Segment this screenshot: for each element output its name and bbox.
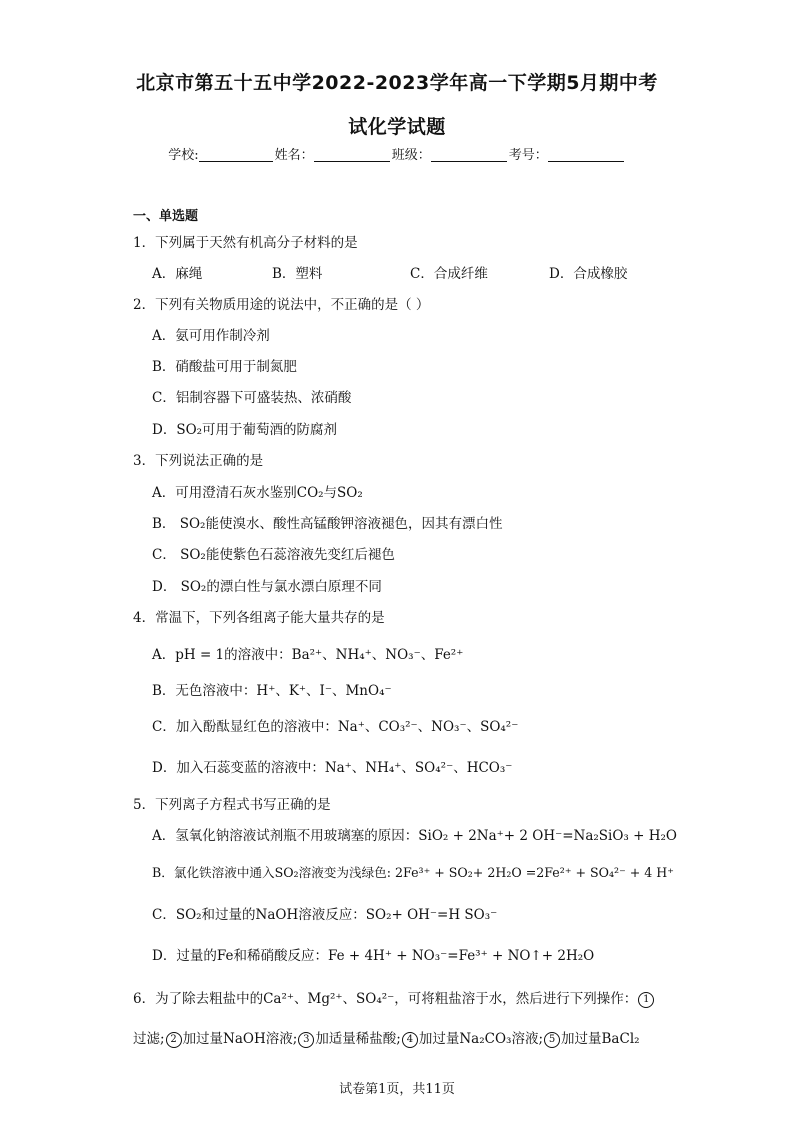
step-3-text: 加适量稀盐酸; [315, 1031, 401, 1047]
question-1-stem: 1．下列属于天然有机高分子材料的是 [133, 235, 358, 251]
question-5-option-c[interactable]: C．SO₂和过量的NaOH溶液反应：SO₂+ OH⁻=H SO₃⁻ [152, 907, 498, 923]
question-3-option-d[interactable]: D． SO₂的漂白性与氯水漂白原理不同 [152, 579, 382, 595]
question-6-stem-text: 6．为了除去粗盐中的Ca²⁺、Mg²⁺、SO₄²⁻，可将粗盐溶于水，然后进行下列操作： [133, 991, 638, 1007]
question-2-option-b[interactable]: B．硝酸盐可用于制氮肥 [152, 359, 297, 375]
question-2-option-d[interactable]: D．SO₂可用于葡萄酒的防腐剂 [152, 422, 338, 438]
name-label: 姓名： [274, 148, 314, 163]
section-title: 一、单选题 [133, 209, 199, 224]
student-info-row [0, 144, 794, 163]
question-5-option-d[interactable]: D．过量的Fe和稀硝酸反应：Fe + 4H⁺ + NO₃⁻=Fe³⁺ + NO↑+ 2H₂O [152, 948, 595, 964]
step-4-text: 加过量Na₂CO₃溶液; [418, 1031, 544, 1047]
question-6-stem-line2 [133, 1030, 640, 1048]
question-2-option-c[interactable]: C．铝制容器下可盛装热、浓硝酸 [152, 390, 352, 406]
step-5-text: 加过量BaCl₂ [561, 1031, 640, 1047]
class-label: 班级： [391, 148, 431, 163]
step-4-marker: 4 [402, 1032, 418, 1048]
question-1-option-c[interactable]: C．合成纤维 [410, 266, 488, 282]
question-4-option-b[interactable]: B．无色溶液中：H⁺、K⁺、I⁻、MnO₄⁻ [152, 683, 392, 699]
step-1-marker: 1 [638, 992, 654, 1008]
question-5-option-b[interactable]: B．氯化铁溶液中通入SO₂溶液变为浅绿色: 2Fe³⁺ + SO₂+ 2H₂O =2Fe²⁺ + SO₄²⁻ + 4 H⁺ [152, 865, 674, 880]
step-2-marker: 2 [166, 1032, 182, 1048]
question-6-stem-line1 [133, 990, 655, 1008]
page-footer: 试卷第1页，共11页 [339, 1082, 455, 1097]
question-3-option-c[interactable]: C． SO₂能使紫色石蕊溶液先变红后褪色 [152, 547, 395, 563]
question-4-option-a[interactable]: A．pH = 1的溶液中：Ba²⁺、NH₄⁺、NO₃⁻、Fe²⁺ [152, 647, 464, 663]
question-1-option-b[interactable]: B．塑料 [272, 266, 323, 282]
question-2-stem: 2．下列有关物质用途的说法中，不正确的是（ ） [133, 297, 430, 313]
school-blank[interactable] [199, 147, 273, 162]
question-5-stem: 5．下列离子方程式书写正确的是 [133, 797, 331, 813]
step-1-text: 过滤; [133, 1031, 165, 1047]
question-2-option-a[interactable]: A．氨可用作制冷剂 [152, 328, 270, 344]
class-blank[interactable] [431, 147, 507, 162]
question-5-option-a[interactable]: A．氢氧化钠溶液试剂瓶不用玻璃塞的原因：SiO₂ + 2Na⁺+ 2 OH⁻=Na₂SiO₃ + H₂O [152, 828, 677, 844]
question-4-stem: 4．常温下，下列各组离子能大量共存的是 [133, 610, 385, 626]
step-3-marker: 3 [298, 1032, 314, 1048]
step-2-text: 加过量NaOH溶液; [182, 1031, 298, 1047]
question-3-stem: 3．下列说法正确的是 [133, 453, 264, 469]
question-1-option-a[interactable]: A．麻绳 [152, 266, 203, 282]
question-1-option-d[interactable]: D．合成橡胶 [549, 266, 628, 282]
school-label: 学校: [168, 148, 199, 163]
name-blank[interactable] [314, 147, 390, 162]
exam-title-line1: 北京市第五十五中学2022-2023学年高一下学期5月期中考 [136, 72, 658, 94]
id-label: 考号： [508, 148, 548, 163]
exam-title-line2: 试化学试题 [348, 116, 446, 138]
question-3-option-a[interactable]: A．可用澄清石灰水鉴别CO₂与SO₂ [152, 485, 363, 501]
question-3-option-b[interactable]: B． SO₂能使溴水、酸性高锰酸钾溶液褪色，因其有漂白性 [152, 516, 503, 532]
id-blank[interactable] [548, 147, 624, 162]
question-4-option-d[interactable]: D．加入石蕊变蓝的溶液中：Na⁺、NH₄⁺、SO₄²⁻、HCO₃⁻ [152, 760, 513, 776]
step-5-marker: 5 [544, 1032, 560, 1048]
question-4-option-c[interactable]: C．加入酚酞显红色的溶液中：Na⁺、CO₃²⁻、NO₃⁻、SO₄²⁻ [152, 719, 519, 735]
